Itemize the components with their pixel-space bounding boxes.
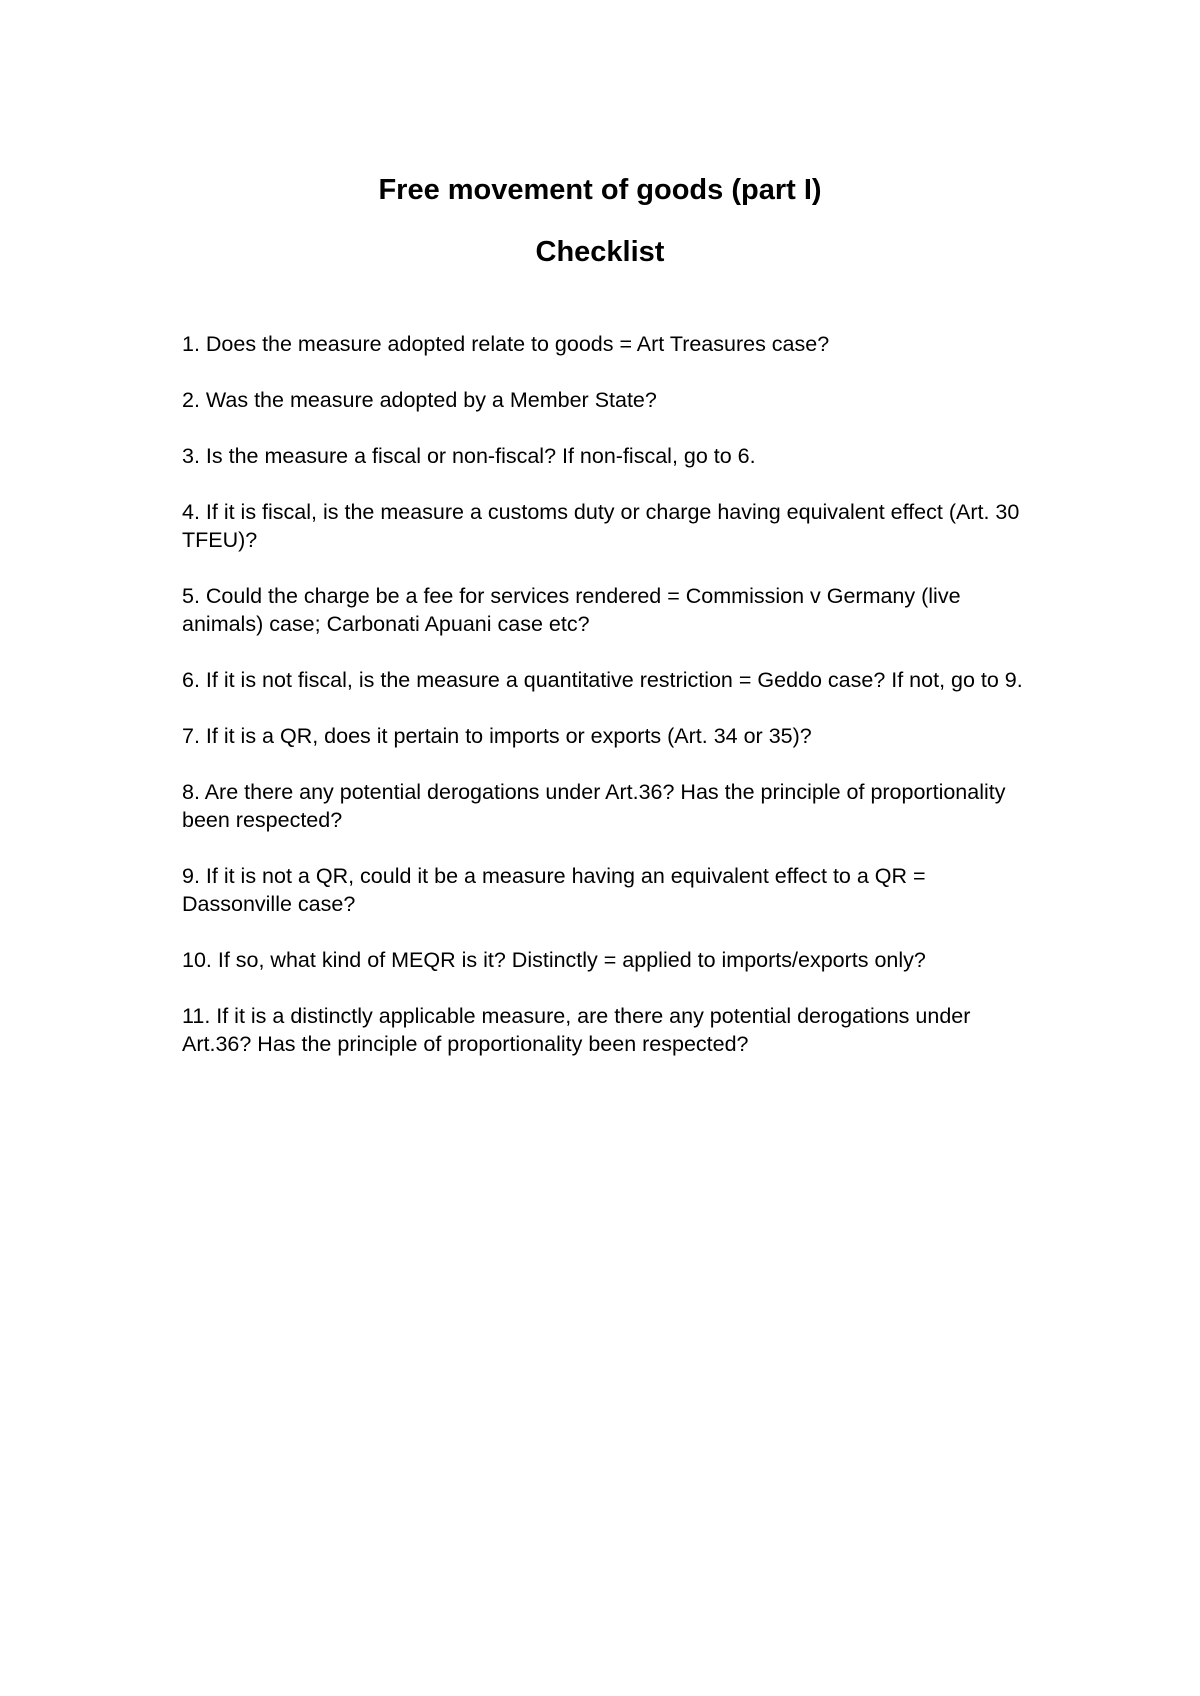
- checklist-item-6: 6. If it is not fiscal, is the measure a quantitative restriction = Geddo case? If not, go to 9.: [182, 668, 1023, 692]
- checklist: [182, 330, 1032, 1086]
- checklist-item-8: 8. Are there any potential derogations under Art.36? Has the principle of proportionality been respected?: [182, 780, 1006, 832]
- document-title: Free movement of goods (part I): [378, 174, 822, 206]
- checklist-item-4: 4. If it is fiscal, is the measure a customs duty or charge having equivalent effect (Art. 30 TFEU)?: [182, 500, 1020, 552]
- checklist-item-9: 9. If it is not a QR, could it be a measure having an equivalent effect to a QR = Dassonville case?: [182, 864, 926, 916]
- checklist-item-7: 7. If it is a QR, does it pertain to imports or exports (Art. 34 or 35)?: [182, 724, 812, 748]
- checklist-item-1: 1. Does the measure adopted relate to goods = Art Treasures case?: [182, 332, 830, 356]
- document-subtitle: Checklist: [535, 236, 665, 268]
- checklist-item-3: 3. Is the measure a fiscal or non-fiscal? If non-fiscal, go to 6.: [182, 444, 756, 468]
- checklist-item-10: 10. If so, what kind of MEQR is it? Distinctly = applied to imports/exports only?: [182, 948, 926, 972]
- checklist-item-2: 2. Was the measure adopted by a Member State?: [182, 388, 657, 412]
- checklist-item-11: 11. If it is a distinctly applicable measure, are there any potential derogations under Art.36? Has the principle of proportionality been respected?: [182, 1004, 971, 1056]
- checklist-item-5: 5. Could the charge be a fee for services rendered = Commission v Germany (live animals) case; Carbonati Apuani case etc?: [182, 584, 961, 636]
